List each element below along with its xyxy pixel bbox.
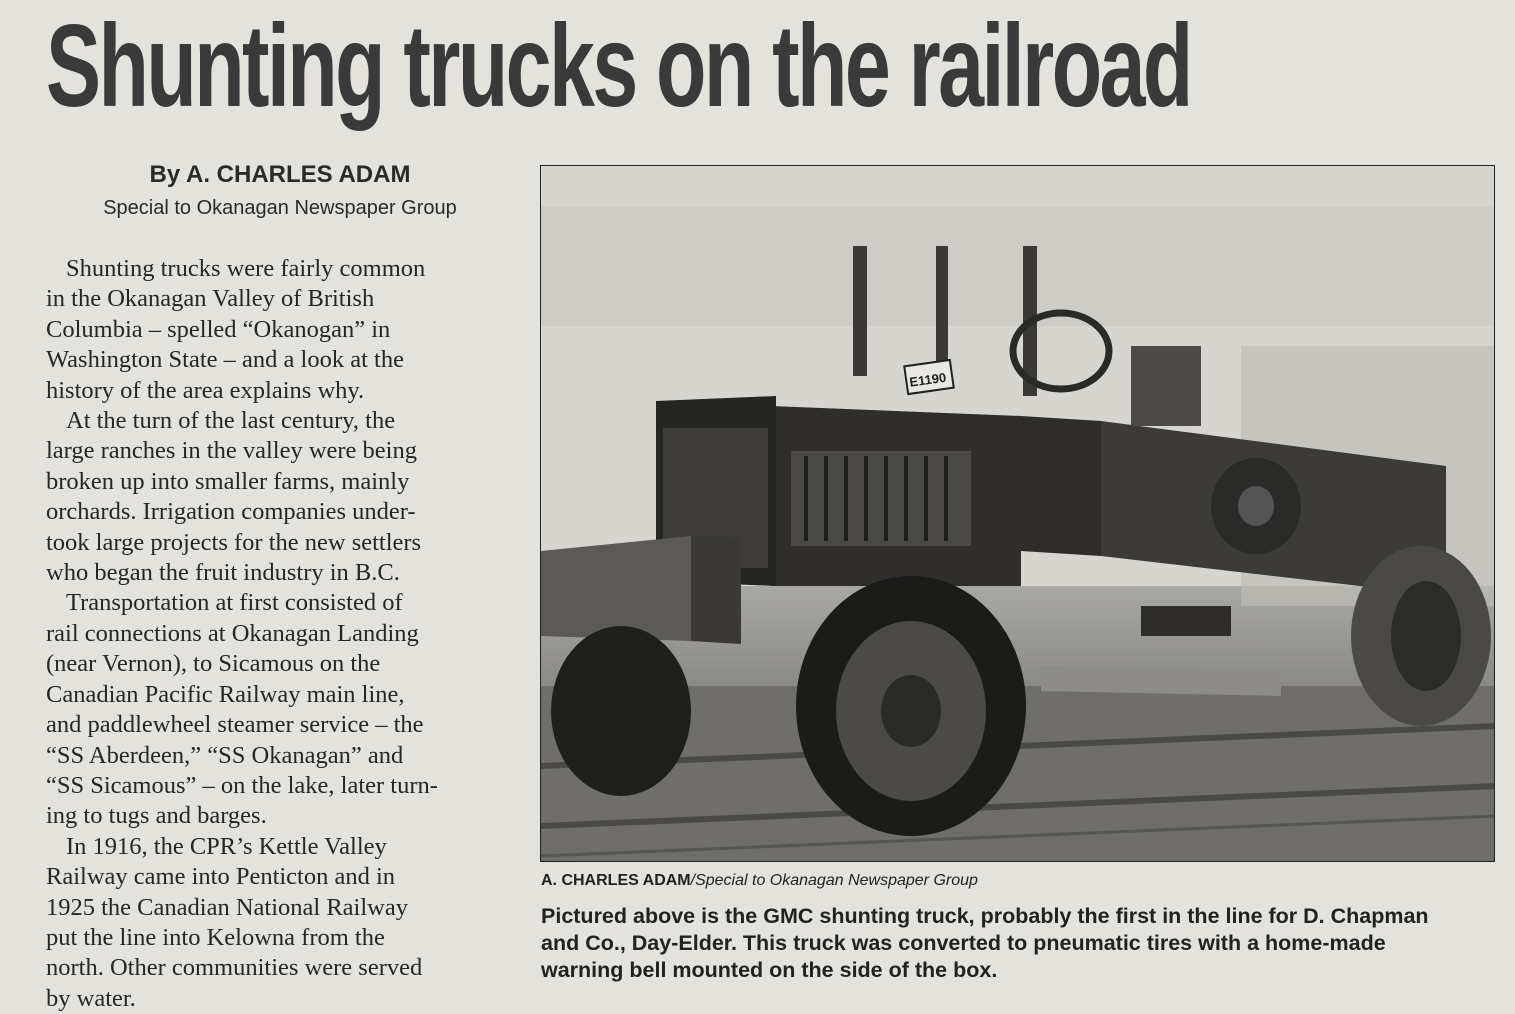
body-line: (near Vernon), to Sicamous on the xyxy=(46,650,381,678)
caption-line: warning bell mounted on the side of the box. xyxy=(541,958,998,982)
body-line: At the turn of the last century, the xyxy=(66,407,396,435)
body-paragraph xyxy=(46,832,511,1014)
byline-org: Special to Okanagan Newspaper Group xyxy=(103,197,457,219)
body-line: Columbia – spelled “Okanogan” in xyxy=(46,315,391,343)
body-line: ing to tugs and barges. xyxy=(46,802,267,830)
body-paragraph xyxy=(46,588,511,831)
truck-illustration xyxy=(541,166,1495,862)
body-paragraph xyxy=(46,254,511,406)
body-line: Transportation at first consisted of xyxy=(66,589,403,617)
body-line: and paddlewheel steamer service – the xyxy=(46,711,424,739)
body-line: “SS Sicamous” – on the lake, later turn- xyxy=(46,771,438,799)
caption-line: and Co., Day-Elder. This truck was converted to pneumatic tires with a home-made xyxy=(541,931,1386,955)
body-line: history of the area explains why. xyxy=(46,376,365,404)
license-plate-text: E1190 xyxy=(908,369,948,390)
body-line: put the line into Kelowna from the xyxy=(46,923,385,951)
body-line: broken up into smaller farms, mainly xyxy=(46,467,410,495)
caption-line: Pictured above is the GMC shunting truck, probably the first in the line for D. Chapman xyxy=(541,904,1429,928)
photo-credit-org: /Special to Okanagan Newspaper Group xyxy=(690,872,978,889)
body-line: 1925 the Canadian National Railway xyxy=(46,893,408,921)
body-line: rail connections at Okanagan Landing xyxy=(46,619,419,647)
body-line: Washington State – and a look at the xyxy=(46,346,404,374)
body-line: in the Okanagan Valley of British xyxy=(46,285,375,313)
body-paragraph xyxy=(46,406,511,588)
body-line: orchards. Irrigation companies under- xyxy=(46,498,416,526)
body-line: In 1916, the CPR’s Kettle Valley xyxy=(66,832,387,860)
body-line: who began the fruit industry in B.C. xyxy=(46,559,400,587)
truck-photo xyxy=(540,165,1495,862)
photo-credit-name: A. CHARLES ADAM xyxy=(541,872,691,889)
body-line: large ranches in the valley were being xyxy=(46,437,417,465)
photo-credit xyxy=(541,872,978,890)
body-line: Railway came into Penticton and in xyxy=(46,863,396,891)
byline: By A. CHARLES ADAM xyxy=(149,161,411,188)
body-line: by water. xyxy=(46,984,136,1012)
body-line: north. Other communities were served xyxy=(46,954,423,982)
body-line: “SS Aberdeen,” “SS Okanagan” and xyxy=(46,741,404,769)
body-line: Shunting trucks were fairly common xyxy=(66,255,426,282)
article-body xyxy=(46,254,511,1014)
body-line: took large projects for the new settlers xyxy=(46,528,422,556)
photo-caption xyxy=(541,903,1506,984)
body-line: Canadian Pacific Railway main line, xyxy=(46,680,405,708)
headline: Shunting trucks on the railroad xyxy=(46,1,1191,132)
